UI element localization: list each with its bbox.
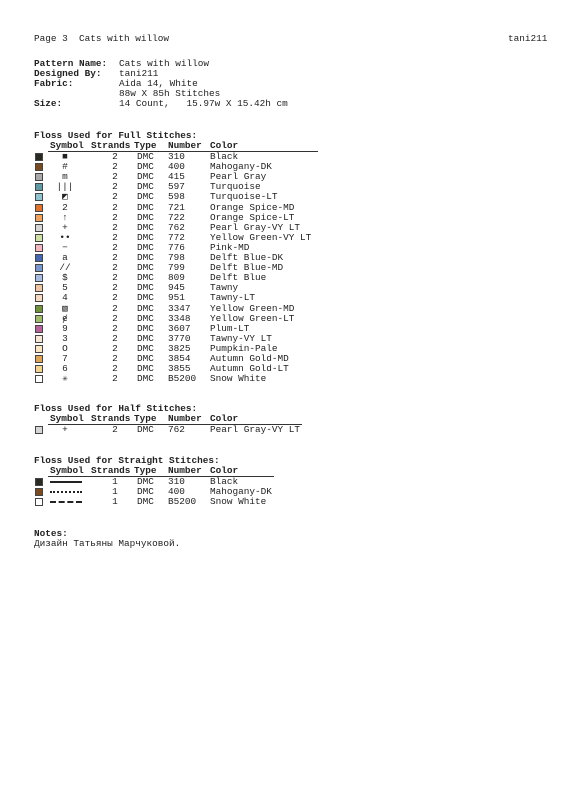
info-label: Size:	[34, 98, 63, 109]
info-value: 88w X 85h Stitches	[119, 88, 221, 99]
stitch-symbol: +	[62, 424, 68, 435]
floss-type: DMC	[137, 272, 154, 284]
stitch-symbol: ▧	[62, 302, 68, 314]
color-swatch	[35, 153, 43, 161]
strands-value: 2	[112, 201, 118, 213]
floss-color-name: Tawny-LT	[210, 292, 256, 304]
floss-type: DMC	[137, 241, 154, 253]
floss-number: 3607	[168, 322, 191, 334]
floss-number: 597	[168, 181, 185, 193]
color-swatch	[35, 315, 43, 323]
stitch-symbol: 3	[62, 332, 68, 344]
stitch-symbol: 2	[62, 201, 68, 213]
page-label: Page 3	[34, 33, 68, 44]
floss-type: DMC	[137, 373, 154, 385]
floss-number: 3348	[168, 312, 191, 324]
floss-color-name: Orange Spice-MD	[210, 201, 295, 213]
strands-value: 2	[112, 302, 118, 314]
floss-number: 400	[168, 161, 185, 173]
strands-value: 2	[112, 171, 118, 183]
full-stitches-title: Floss Used for Full Stitches:	[34, 130, 198, 141]
info-label: Pattern Name:	[34, 58, 108, 69]
color-swatch	[35, 163, 43, 171]
stitch-symbol: 5	[62, 282, 68, 294]
floss-number: 400	[168, 486, 185, 498]
floss-number: 762	[168, 221, 185, 233]
col-head-color: Color	[210, 465, 239, 476]
floss-number: 951	[168, 292, 185, 304]
pattern-title: Cats with willow	[79, 33, 170, 44]
col-head-strands: Strands	[91, 465, 131, 476]
stitch-symbol: ↑	[62, 211, 68, 223]
straight-stitches-title: Floss Used for Straight Stitches:	[34, 455, 220, 466]
floss-type: DMC	[137, 231, 154, 243]
color-swatch	[35, 244, 43, 252]
floss-type: DMC	[137, 151, 154, 162]
floss-number: 762	[168, 424, 185, 435]
floss-type: DMC	[137, 486, 154, 498]
floss-type: DMC	[137, 181, 154, 193]
floss-color-name: Delft Blue-DK	[210, 252, 284, 263]
floss-color-name: Plum-LT	[210, 322, 250, 334]
color-swatch	[35, 375, 43, 383]
notes-title: Notes:	[34, 528, 68, 539]
page-header-title	[34, 34, 169, 44]
strands-value: 2	[112, 292, 118, 304]
strands-value: 2	[112, 332, 118, 344]
col-head-color: Color	[210, 413, 239, 424]
floss-number: 3855	[168, 363, 191, 375]
stitch-symbol: //	[59, 262, 71, 274]
floss-color-name: Black	[210, 476, 239, 487]
floss-number: 799	[168, 262, 185, 274]
color-swatch	[35, 214, 43, 222]
floss-number: 3854	[168, 353, 191, 364]
notes-text: Дизайн Татьяны Марчуковой.	[34, 538, 181, 549]
strands-value: 2	[112, 342, 118, 354]
strands-value: 2	[112, 252, 118, 263]
color-swatch	[35, 498, 43, 506]
floss-color-name: Autumn Gold-LT	[210, 363, 289, 375]
floss-number: 415	[168, 171, 185, 183]
strands-value: 2	[112, 353, 118, 364]
color-swatch	[35, 234, 43, 242]
floss-type: DMC	[137, 353, 154, 364]
strands-value: 2	[112, 272, 118, 284]
color-swatch	[35, 183, 43, 191]
stitch-symbol: ✳	[62, 373, 68, 385]
stitch-line-dashed	[50, 501, 82, 503]
floss-type: DMC	[137, 363, 154, 375]
floss-color-name: Pearl Gray	[210, 171, 267, 183]
floss-number: 3770	[168, 332, 191, 344]
info-value: 14 Count, 15.97w X 15.42h cm	[119, 98, 288, 109]
floss-color-name: Black	[210, 151, 239, 162]
floss-type: DMC	[137, 476, 154, 487]
floss-type: DMC	[137, 312, 154, 324]
floss-color-name: Tawny-VY LT	[210, 332, 272, 344]
floss-type: DMC	[137, 252, 154, 263]
strands-value: 2	[112, 191, 118, 203]
strands-value: 2	[112, 231, 118, 243]
floss-color-name: Autumn Gold-MD	[210, 353, 289, 364]
color-swatch	[35, 325, 43, 333]
strands-value: 1	[112, 496, 118, 508]
stitch-symbol: $	[62, 272, 68, 284]
floss-number: 945	[168, 282, 185, 294]
floss-number: 3347	[168, 302, 191, 314]
strands-value: 1	[112, 476, 118, 487]
strands-value: 2	[112, 151, 118, 162]
strands-value: 2	[112, 211, 118, 223]
color-swatch	[35, 426, 43, 434]
floss-number: 722	[168, 211, 185, 223]
header-user: tani211	[508, 33, 548, 44]
color-swatch	[35, 204, 43, 212]
stitch-symbol: ◩	[62, 191, 68, 203]
stitch-symbol: 7	[62, 353, 68, 364]
floss-color-name: Turquoise	[210, 181, 261, 193]
floss-type: DMC	[137, 161, 154, 173]
floss-color-name: Pearl Gray-VY LT	[210, 424, 301, 435]
floss-number: B5200	[168, 496, 197, 508]
stitch-symbol: m	[62, 171, 68, 183]
color-swatch	[35, 335, 43, 343]
half-stitches-title: Floss Used for Half Stitches:	[34, 403, 198, 414]
col-head-symbol: Symbol	[50, 465, 84, 476]
info-label: Designed By:	[34, 68, 102, 79]
floss-type: DMC	[137, 201, 154, 213]
strands-value: 2	[112, 424, 118, 435]
color-swatch	[35, 254, 43, 262]
color-swatch	[35, 305, 43, 313]
floss-type: DMC	[137, 282, 154, 294]
stitch-symbol: a	[62, 252, 68, 263]
floss-type: DMC	[137, 211, 154, 223]
floss-color-name: Mahogany-DK	[210, 161, 272, 173]
straight-header-rule	[48, 476, 274, 477]
floss-number: B5200	[168, 373, 197, 385]
info-label: Fabric:	[34, 78, 74, 89]
strands-value: 2	[112, 181, 118, 193]
floss-color-name: Yellow Green-LT	[210, 312, 295, 324]
color-swatch	[35, 173, 43, 181]
color-swatch	[35, 345, 43, 353]
stitch-symbol: O	[62, 342, 68, 354]
color-swatch	[35, 264, 43, 272]
stitch-symbol: +	[62, 221, 68, 233]
color-swatch	[35, 355, 43, 363]
floss-number: 598	[168, 191, 185, 203]
floss-number: 772	[168, 231, 185, 243]
floss-type: DMC	[137, 221, 154, 233]
col-head-symbol: Symbol	[50, 413, 84, 424]
strands-value: 1	[112, 486, 118, 498]
stitch-symbol: 6	[62, 363, 68, 375]
strands-value: 2	[112, 363, 118, 375]
color-swatch	[35, 284, 43, 292]
stitch-line-dotted	[50, 491, 82, 493]
floss-type: DMC	[137, 332, 154, 344]
info-value: tani211	[119, 68, 159, 79]
strands-value: 2	[112, 262, 118, 274]
stitch-symbol: 4	[62, 292, 68, 304]
floss-type: DMC	[137, 262, 154, 274]
floss-color-name: Mahogany-DK	[210, 486, 272, 498]
floss-color-name: Tawny	[210, 282, 239, 294]
color-swatch	[35, 224, 43, 232]
floss-number: 809	[168, 272, 185, 284]
strands-value: 2	[112, 241, 118, 253]
color-swatch	[35, 365, 43, 373]
color-swatch	[35, 274, 43, 282]
col-head-color: Color	[210, 140, 239, 151]
col-head-type: Type	[134, 413, 157, 424]
floss-type: DMC	[137, 342, 154, 354]
floss-number: 798	[168, 252, 185, 263]
info-value: Aida 14, White	[119, 78, 198, 89]
stitch-line-solid	[50, 481, 82, 483]
floss-type: DMC	[137, 302, 154, 314]
floss-color-name: Pink-MD	[210, 241, 250, 253]
strands-value: 2	[112, 161, 118, 173]
floss-number: 3825	[168, 342, 191, 354]
stitch-symbol: 9	[62, 322, 68, 334]
strands-value: 2	[112, 312, 118, 324]
col-head-strands: Strands	[91, 413, 131, 424]
floss-type: DMC	[137, 496, 154, 508]
floss-type: DMC	[137, 171, 154, 183]
color-swatch	[35, 294, 43, 302]
floss-color-name: Turquoise-LT	[210, 191, 278, 203]
col-head-strands: Strands	[91, 140, 131, 151]
floss-type: DMC	[137, 424, 154, 435]
floss-number: 310	[168, 476, 185, 487]
strands-value: 2	[112, 373, 118, 385]
color-swatch	[35, 193, 43, 201]
floss-color-name: Snow White	[210, 496, 267, 508]
floss-color-name: Snow White	[210, 373, 267, 385]
floss-color-name: Pearl Gray-VY LT	[210, 221, 301, 233]
floss-color-name: Delft Blue	[210, 272, 267, 284]
strands-value: 2	[112, 221, 118, 233]
color-swatch	[35, 488, 43, 496]
col-head-symbol: Symbol	[50, 140, 84, 151]
floss-color-name: Yellow Green-VY LT	[210, 231, 312, 243]
floss-number: 310	[168, 151, 185, 162]
stitch-symbol: |||	[56, 181, 74, 193]
col-head-number: Number	[168, 465, 202, 476]
stitch-symbol: −	[62, 241, 68, 253]
stitch-symbol: ɇ	[62, 312, 68, 324]
stitch-symbol: ••	[59, 231, 71, 243]
floss-type: DMC	[137, 322, 154, 334]
stitch-symbol: ■	[62, 151, 68, 162]
floss-number: 776	[168, 241, 185, 253]
floss-number: 721	[168, 201, 185, 213]
stitch-symbol: #	[62, 161, 68, 173]
floss-type: DMC	[137, 292, 154, 304]
col-head-type: Type	[134, 140, 157, 151]
color-swatch	[35, 478, 43, 486]
info-value: Cats with willow	[119, 58, 210, 69]
floss-color-name: Yellow Green-MD	[210, 302, 295, 314]
floss-color-name: Pumpkin-Pale	[210, 342, 278, 354]
col-head-number: Number	[168, 413, 202, 424]
col-head-type: Type	[134, 465, 157, 476]
floss-type: DMC	[137, 191, 154, 203]
floss-color-name: Delft Blue-MD	[210, 262, 284, 274]
floss-color-name: Orange Spice-LT	[210, 211, 295, 223]
strands-value: 2	[112, 322, 118, 334]
col-head-number: Number	[168, 140, 202, 151]
strands-value: 2	[112, 282, 118, 294]
